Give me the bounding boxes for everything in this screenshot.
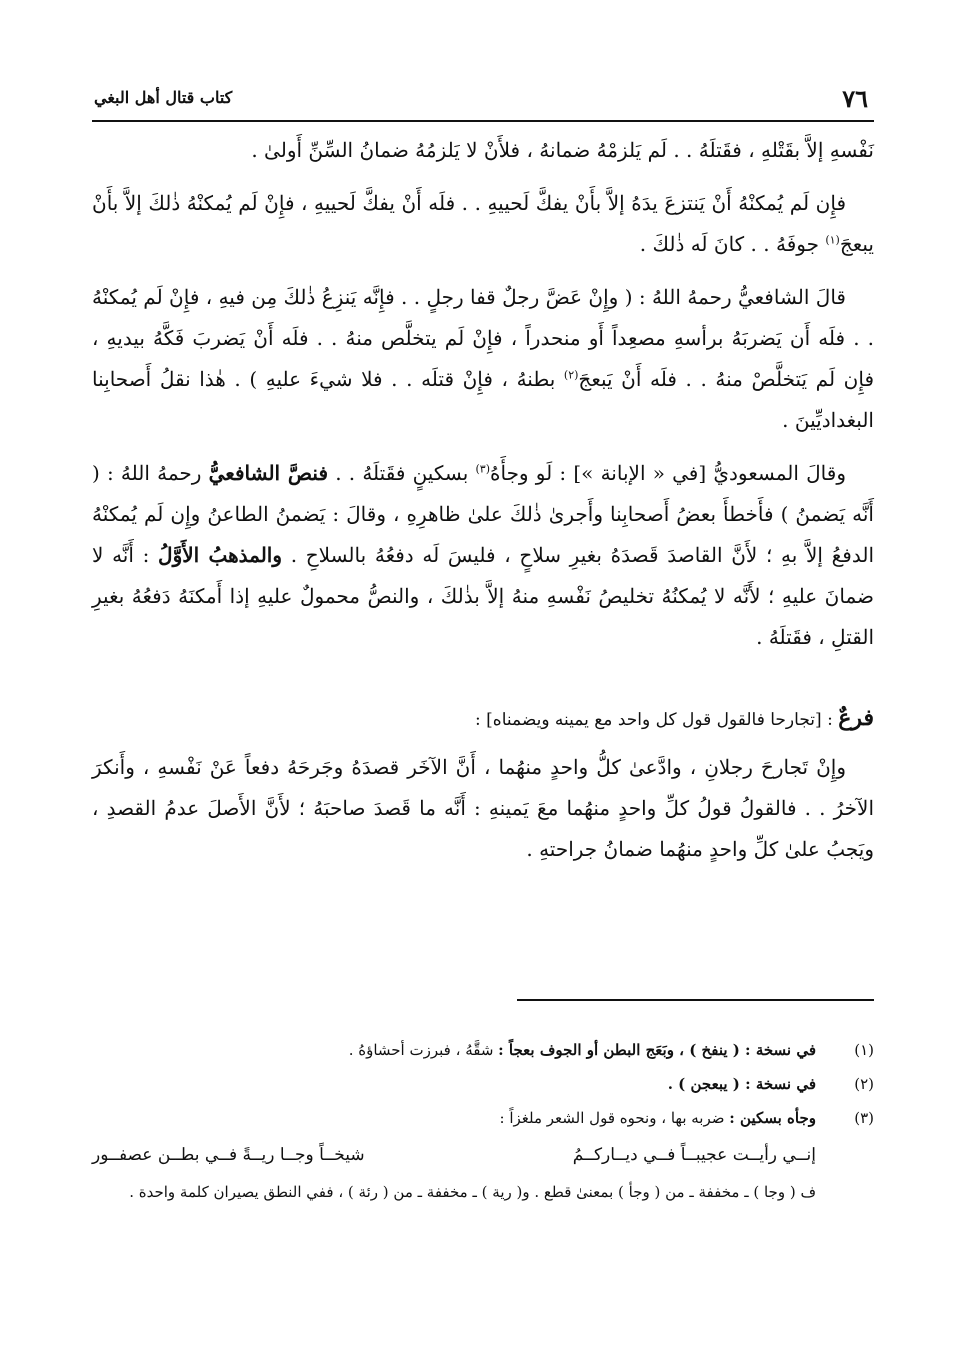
footnote-3-continuation [92, 1175, 874, 1209]
footnote-text: ضربه بها ، ونحوه قول الشعر ملغزاً : [499, 1109, 730, 1127]
paragraph-text: بسكينٍ فقَتلَهُ . . [328, 461, 476, 485]
paragraph-text: : أَنَّه لا ضمانَ عليهِ ؛ لأَنَّه لا يُمكنُهُ تخليصُ نَفْسهِ منهُ إلاَّ بذٰلكَ ، والنصُّ محمولٌ عليهِ إذا أَمكنَهُ دَفعُهُ بغيرِ القتلِ ، فقَتلَهُ . [92, 543, 874, 649]
paragraph-text: بطنهُ ، فإِنْ قتلَه . . فلا شيءَ عليهِ ) . هٰذا نقلُ أَصحابِنا البغداديِّينَ . [92, 367, 874, 432]
footnote-separator [517, 999, 874, 1001]
header-rule [92, 120, 874, 122]
footnote-marker-3: (٣) [475, 462, 490, 476]
paragraph-3 [92, 277, 874, 441]
footnote-lead: وجأه بسكين : [729, 1109, 816, 1127]
footnote-1 [92, 1033, 874, 1067]
footnote-number: (١) [854, 1041, 874, 1059]
footnote-number: (٣) [854, 1109, 874, 1127]
paragraph-2 [92, 183, 874, 265]
bold-phrase: والمذهبُ الأَوَّلُ [158, 543, 283, 567]
branch-word: فرعٌ [838, 705, 874, 731]
paragraph-text: جوفَهُ . . كانَ لَه ذٰلكَ . [639, 232, 826, 256]
footnote-number: (٢) [854, 1075, 874, 1093]
branch-title: : [تجارحا فالقول قول كل واحد مع يمينه ويضمناه] : [475, 710, 839, 730]
page-header [92, 84, 874, 120]
paragraph-text: رحمهُ اللهُ : ( أَنَّه يَضمنُ ) فأَخطأَ بعضُ أَصحابِنا وأَجرىٰ ذٰلكَ علىٰ ظاهرِهِ ، وقالَ : يَضمنُ الطاعنُ وإِن لَم يُمكنْهُ الدفعُ إلاَّ بهِ ؛ لأَنَّ القاصدَ قَصدَهُ بغيرِ سلاحٍ ، فليسَ لَه دفعُهُ بالسلاحِ . [92, 461, 875, 567]
poem-second-hemistich: شيخــاً وجــا ريــةً فــي بطــن عصفــور [92, 1145, 365, 1165]
paragraph-text: فإِن لَم يُمكنْهُ أَنْ يَنتزعَ يدَهُ إلاَّ بأَنْ يفكَّ لَحييهِ . . فلَه أَنْ يفكَّ لَحييهِ ، فإِنْ لَم يُمكنْهُ ذٰلكَ إلاَّ بأَنْ يبعجَ [92, 191, 874, 256]
page-number: ٧٦ [842, 84, 868, 113]
paragraph-text: وقالَ المسعوديُّ [في « الإبانة »] : لَو وجأَهُ [490, 461, 846, 485]
paragraph-5 [92, 747, 874, 870]
poem-verse [92, 1135, 874, 1175]
bold-phrase: فنصَّ الشافعيُّ [208, 461, 329, 485]
footnote-3 [92, 1101, 874, 1135]
paragraph-text: وإِنْ تَجارحَ رجلانِ ، وادَّعىٰ كلُّ واحدٍ منهُما ، أَنَّ الآخَر قصدَهُ وجَرحَهُ دفعاً عَنْ نَفْسهِ ، وأَنكرَ الآخرُ . . فالقولُ قولُ كلِّ واحدٍ منهُما معَ يَمينهِ : أَنَّه ما قَصدَ صاحبَهُ ؛ لأَنَّ الأَصلَ عدمُ القصدِ ، ويَجبُ علىٰ كلِّ واحدٍ منهُما ضمانُ جراحتهِ . [92, 755, 874, 861]
footnotes [92, 1033, 874, 1209]
footnote-lead: في نسخة : ( يبعجن ) . [667, 1075, 816, 1093]
paragraph-text: نَفْسهِ إلاَّ بقَتْلهِ ، فقَتلَهُ . . لَم يَلزمْهُ ضمانهُ ، فلأَنْ لا يَلزمُهُ ضمانُ السِّنِّ أَولىٰ . [251, 138, 874, 162]
footnote-text: شقَّهُ ، فبرزت أحشاؤهُ . [348, 1041, 499, 1059]
main-text [92, 130, 874, 882]
footnote-2 [92, 1067, 874, 1101]
footnote-marker-1: (١) [825, 233, 840, 247]
section-heading [92, 698, 874, 741]
running-title: كتاب قتال أهل البغي [94, 88, 233, 107]
paragraph-1 [92, 130, 874, 171]
poem-first-hemistich: إنــي رأيــت عجيبــاً فــي ديــاركــمُ [572, 1145, 816, 1165]
footnote-lead: في نسخة : ( ينفخ ) ، وبَعَج البطن أو الجوف بعجاً : [498, 1041, 816, 1059]
paragraph-text: قالَ الشافعيُّ رحمهُ اللهُ : ( وإِنْ عَضَّ رجلٌ قفا رجلٍ . . فإِنَّه يَنزِعُ ذٰلكَ مِن فيهِ ، فإِنْ لَم يُمكنْهُ . . فلَه أَن يَضربَهُ برأسهِ مصعِداً أَو منحدراً ، فإِنْ لَم يتخلَّص منهُ . . فلَه أَنْ يَضربَ فَكَّهُ بيديهِ ، فإِن لَم يَتخلَّصْ منهُ . . فلَه أَنْ يَبعجَ [92, 285, 875, 391]
footnote-marker-2: (٢) [563, 368, 579, 382]
paragraph-4 [92, 453, 874, 658]
footnote-text: ف ( وجا ) ـ مخففة ـ من ( وجأ ) بمعنىٰ قطع . و( رية ) ـ مخففة ـ من ( رئة ) ، ففي النطق يصيران كلمة واحدة . [129, 1183, 816, 1201]
